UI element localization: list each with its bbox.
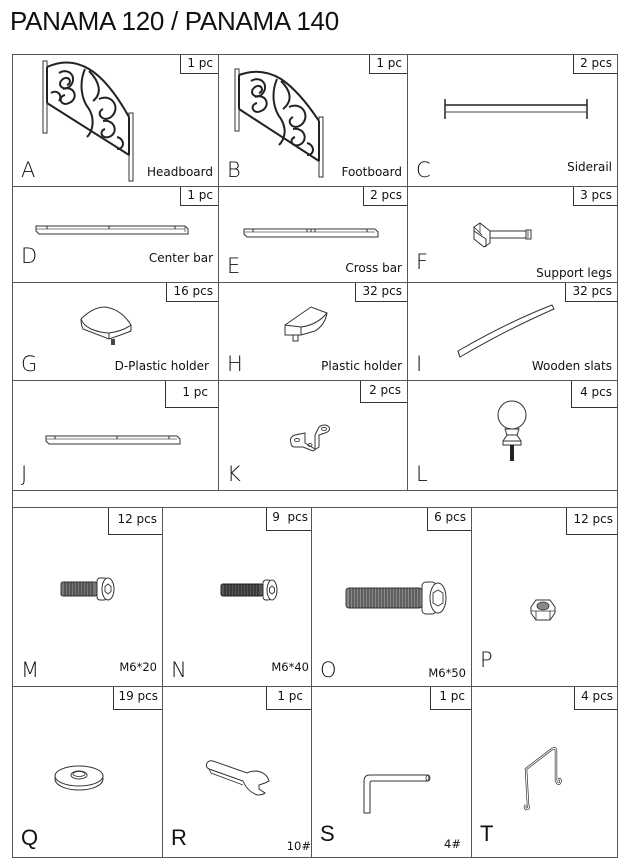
part-letter: H	[227, 352, 243, 376]
part-letter: M	[21, 658, 40, 682]
quantity-label: 12 pcs	[566, 508, 617, 535]
part-letter: G	[21, 352, 38, 376]
part-name: Cross bar	[345, 261, 402, 275]
page-title: PANAMA 120 / PANAMA 140	[10, 6, 339, 36]
part-name: Center bar	[148, 251, 213, 265]
part-letter: K	[227, 462, 241, 486]
bolt-icon	[219, 578, 279, 606]
part-letter: E	[227, 254, 241, 278]
quantity-label: 4 pcs	[574, 687, 617, 710]
wooden-slat-icon	[456, 303, 556, 363]
siderail-icon	[444, 97, 588, 125]
part-letter: N	[171, 658, 187, 682]
quantity-label: 16 pcs	[166, 283, 218, 302]
quantity-label: 2 pcs	[573, 55, 617, 74]
part-name: Plastic holder	[321, 359, 402, 373]
part-letter: Q	[21, 825, 39, 850]
part-letter: L	[416, 462, 428, 486]
quantity-label: 32 pcs	[565, 283, 617, 302]
footboard-icon	[233, 67, 329, 183]
quantity-label: 6 pcs	[427, 508, 471, 531]
part-cell-s	[312, 687, 472, 857]
part-name: 10#	[286, 839, 311, 853]
part-name: Support legs	[536, 266, 612, 280]
part-letter: D	[21, 244, 38, 268]
part-cell-m	[13, 508, 163, 687]
part-name: Wooden slats	[531, 359, 612, 373]
part-letter: J	[21, 462, 28, 486]
part-name: 4#	[444, 837, 461, 851]
part-letter: B	[227, 158, 241, 182]
quantity-label: 1 pc	[430, 687, 471, 710]
quantity-label: 1 pc	[266, 687, 311, 710]
center-bar-icon	[35, 221, 189, 240]
part-cell-p	[472, 508, 617, 687]
part-cell-q	[13, 687, 163, 857]
wire-clip-icon	[522, 745, 562, 815]
part-letter: C	[416, 158, 431, 182]
part-name: Footboard	[341, 165, 402, 179]
quantity-label: 4 pcs	[571, 381, 617, 408]
spacer-row	[13, 491, 617, 508]
quantity-label: 19 pcs	[113, 687, 162, 710]
part-name: Siderail	[567, 160, 612, 174]
quantity-label: 32 pcs	[355, 283, 407, 302]
part-letter: F	[416, 250, 429, 274]
allen-key-icon	[362, 773, 432, 819]
bracket-icon	[289, 421, 331, 457]
quantity-label: 3 pcs	[573, 187, 617, 206]
part-cell-l	[408, 381, 617, 491]
hex-nut-icon	[530, 598, 556, 626]
part-name: M6*40	[271, 660, 309, 674]
part-cell-e	[219, 187, 408, 283]
washer-icon	[53, 763, 105, 797]
quantity-label: 9 pcs	[266, 508, 311, 531]
quantity-label: 1 pc	[165, 381, 218, 408]
headboard-icon	[39, 59, 139, 187]
parts-table	[12, 54, 618, 858]
plastic-holder-icon	[281, 303, 331, 351]
part-letter: I	[416, 352, 423, 376]
part-cell-h	[219, 283, 408, 381]
part-letter: S	[320, 821, 335, 846]
part-cell-b	[219, 55, 408, 187]
quantity-label: 1 pc	[180, 187, 218, 206]
part-cell-f	[408, 187, 617, 283]
part-name: M6*50	[428, 666, 466, 680]
cross-bar-icon	[243, 224, 379, 243]
part-cell-o	[312, 508, 472, 687]
bolt-icon	[344, 580, 448, 620]
wrench-icon	[203, 759, 271, 803]
part-cell-r	[163, 687, 312, 857]
part-letter: P	[480, 648, 493, 672]
part-cell-c	[408, 55, 617, 187]
part-letter: O	[320, 658, 337, 682]
part-name: D-Plastic holder	[114, 359, 209, 373]
bar-icon	[45, 431, 181, 450]
bolt-icon	[59, 576, 115, 606]
quantity-label: 1 pc	[369, 55, 407, 74]
part-name: Headboard	[146, 165, 213, 179]
part-letter: A	[21, 158, 36, 182]
part-cell-d	[13, 187, 219, 283]
part-cell-i	[408, 283, 617, 381]
support-leg-icon	[472, 221, 534, 255]
finial-knob-icon	[496, 399, 528, 469]
d-plastic-holder-icon	[79, 305, 135, 353]
part-name: M6*20	[119, 660, 157, 674]
part-letter: R	[171, 825, 187, 850]
part-cell-k	[219, 381, 408, 491]
part-cell-j	[13, 381, 219, 491]
quantity-label: 12 pcs	[108, 508, 162, 535]
quantity-label: 2 pcs	[360, 381, 407, 403]
part-cell-a	[13, 55, 219, 187]
part-letter: T	[480, 821, 494, 846]
part-cell-n	[163, 508, 312, 687]
part-cell-g	[13, 283, 219, 381]
quantity-label: 1 pc	[180, 55, 218, 74]
part-cell-t	[472, 687, 617, 857]
quantity-label: 2 pcs	[363, 187, 407, 206]
